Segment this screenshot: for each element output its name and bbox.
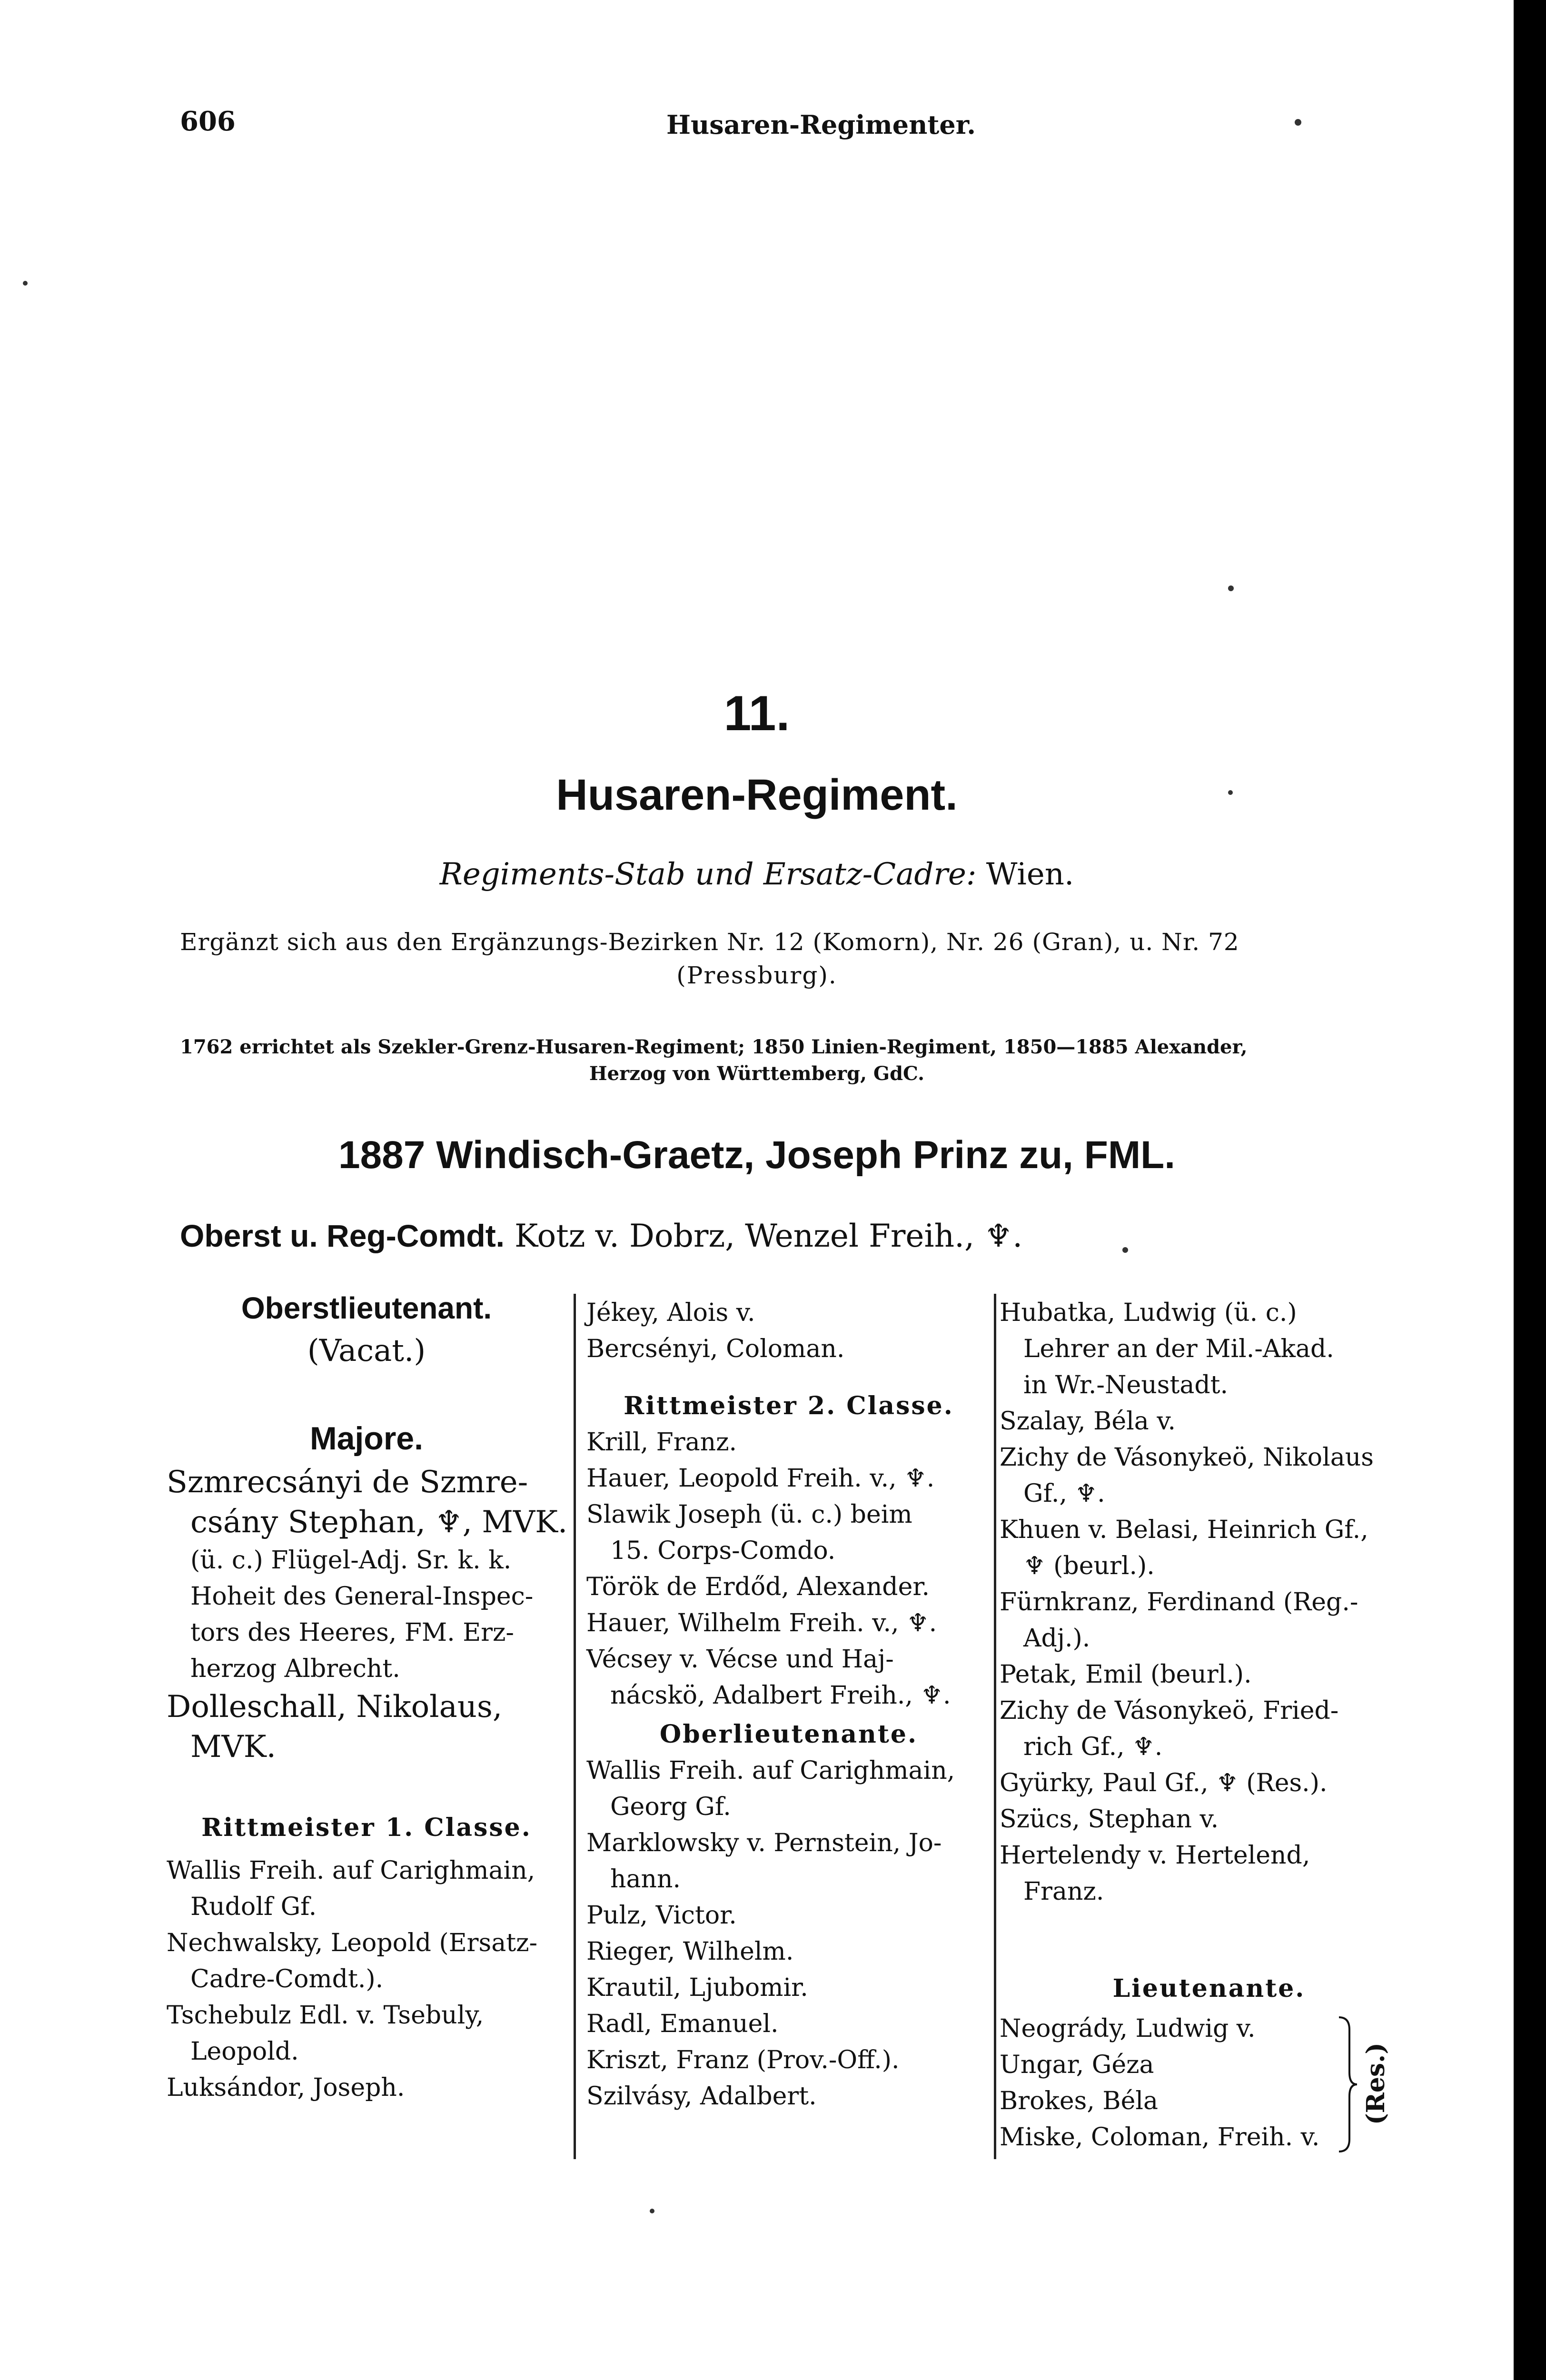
rittmeister-1-heading: Rittmeister 1. Classe. — [201, 1813, 532, 1842]
list-item: Krill, Franz. — [586, 1428, 737, 1457]
list-item: in Wr.-Neustadt. — [1023, 1371, 1229, 1399]
running-title: Husaren-Regimenter. — [666, 109, 976, 140]
list-item: Adj.). — [1023, 1624, 1090, 1653]
column-3-list — [1000, 1295, 1418, 1910]
list-item: nácskö, Adalbert Freih., ♆. — [610, 1681, 951, 1710]
list-item: Franz. — [1023, 1877, 1104, 1906]
inhaber: 1887 Windisch-Graetz, Joseph Prinz zu, FML. — [338, 1133, 1176, 1177]
scan-speck — [1122, 1247, 1128, 1253]
scan-speck — [650, 2209, 654, 2213]
regiment-number: 11. — [723, 686, 790, 741]
oberstlieutenant-value: (Vacat.) — [307, 1333, 426, 1368]
scan-speck — [23, 281, 28, 286]
list-item: Neogrády, Ludwig v. — [1000, 2014, 1256, 2043]
lieutenante-list — [1000, 2011, 1418, 2155]
column-3 — [1000, 1295, 1418, 2155]
list-item: ♆ (beurl.). — [1023, 1552, 1155, 1580]
page-number: 606 — [180, 106, 236, 137]
list-item: Cadre-Comdt.). — [190, 1965, 384, 1993]
list-item: Hertelendy v. Hertelend, — [1000, 1841, 1310, 1870]
oberlieutenante-heading: Oberlieutenante. — [659, 1720, 918, 1749]
rittmeister-1-list — [167, 1853, 566, 2106]
list-item: herzog Albrecht. — [190, 1655, 400, 1683]
rittmeister-2-heading: Rittmeister 2. Classe. — [624, 1391, 954, 1420]
list-item: Luksándor, Joseph. — [167, 2073, 405, 2102]
list-item: Krautil, Ljubomir. — [586, 1973, 808, 2002]
staff-line — [0, 857, 1514, 892]
list-item: MVK. — [190, 1729, 276, 1765]
list-item: Hoheit des General-Inspec- — [190, 1582, 534, 1611]
list-item: rich Gf., ♆. — [1023, 1733, 1163, 1761]
list-item: Wallis Freih. auf Carighmain, — [167, 1856, 535, 1885]
column-1 — [167, 1285, 566, 2106]
list-item: Kriszt, Franz (Prov.-Off.). — [586, 2046, 900, 2074]
list-item: 15. Corps-Comdo. — [610, 1537, 836, 1565]
majore-list — [167, 1462, 566, 1767]
column-2 — [586, 1295, 991, 2114]
scan-speck — [1228, 585, 1234, 591]
staff-location: Wien. — [986, 857, 1074, 892]
recruitment-line-2: (Pressburg). — [676, 962, 837, 989]
history-line-1: 1762 errichtet als Szekler-Grenz-Husaren-Regiment; 1850 Linien-Regiment, 1850—1885 Alexander, — [180, 1036, 1248, 1058]
oberstlieutenant-heading: Oberstlieutenant. — [241, 1291, 492, 1325]
scan-speck — [1295, 119, 1301, 126]
rittmeister-2-list — [586, 1424, 991, 1714]
list-item: Szilvásy, Adalbert. — [586, 2082, 817, 2111]
column-rule-right — [994, 1294, 996, 2159]
history-line-2: Herzog von Württemberg, GdC. — [589, 1062, 925, 1085]
list-item: Pulz, Victor. — [586, 1901, 737, 1930]
list-item: Miske, Coloman, Freih. v. — [1000, 2123, 1320, 2152]
list-item: Hubatka, Ludwig (ü. c.) — [1000, 1299, 1297, 1327]
list-item: Wallis Freih. auf Carighmain, — [586, 1756, 955, 1785]
oberlieutenante-list — [586, 1753, 991, 2114]
list-item: Rudolf Gf. — [190, 1893, 317, 1921]
list-item: Dolleschall, Nikolaus, — [167, 1689, 503, 1725]
list-item: Gf., ♆. — [1023, 1479, 1105, 1508]
list-item: (ü. c.) Flügel-Adj. Sr. k. k. — [190, 1546, 512, 1575]
list-item: Vécsey v. Vécse und Haj- — [586, 1645, 894, 1674]
oberst-label: Oberst u. Reg-Comdt. — [180, 1218, 505, 1253]
list-item: Tschebulz Edl. v. Tsebuly, — [167, 2001, 484, 2030]
list-item: Marklowsky v. Pernstein, Jo- — [586, 1829, 942, 1857]
list-item: Khuen v. Belasi, Heinrich Gf., — [1000, 1516, 1368, 1544]
column-rule-left — [574, 1294, 576, 2159]
list-item: Leopold. — [190, 2037, 299, 2066]
majore-heading: Majore. — [309, 1420, 424, 1457]
list-item: Lehrer an der Mil.-Akad. — [1023, 1335, 1334, 1363]
list-item: Hauer, Leopold Freih. v., ♆. — [586, 1464, 935, 1493]
list-item: Brokes, Béla — [1000, 2087, 1159, 2115]
list-item: Hauer, Wilhelm Freih. v., ♆. — [586, 1609, 937, 1637]
regiment-title: Husaren-Regiment. — [556, 771, 958, 819]
list-item: Fürnkranz, Ferdinand (Reg.- — [1000, 1588, 1358, 1616]
list-item: csány Stephan, ♆, MVK. — [190, 1505, 568, 1540]
list-item: Nechwalsky, Leopold (Ersatz- — [167, 1929, 538, 1957]
list-item: hann. — [610, 1865, 681, 1894]
reserve-brace — [1335, 2015, 1359, 2153]
list-item: Szücs, Stephan v. — [1000, 1805, 1219, 1834]
reserve-label: (Res.) — [1361, 2043, 1390, 2125]
oberst-line — [180, 1218, 1022, 1254]
list-item: Ungar, Géza — [1000, 2051, 1154, 2079]
list-item: Petak, Emil (beurl.). — [1000, 1660, 1252, 1689]
recruitment-line-1: Ergänzt sich aus den Ergänzungs-Bezirken Nr. 12 (Komorn), Nr. 26 (Gran), u. Nr. 72 — [180, 928, 1239, 956]
list-item: Szmrecsányi de Szmre- — [167, 1465, 528, 1500]
list-item: Szalay, Béla v. — [1000, 1407, 1176, 1436]
staff-label: Regiments-Stab und Ersatz-Cadre: — [439, 857, 977, 892]
lieutenante-heading: Lieutenante. — [1112, 1974, 1306, 2003]
list-item: Bercsényi, Coloman. — [586, 1335, 845, 1363]
list-item: Radl, Emanuel. — [586, 2010, 779, 2038]
scan-speck — [1228, 790, 1233, 795]
list-item: Rieger, Wilhelm. — [586, 1937, 794, 1966]
oberst-name: Kotz v. Dobrz, Wenzel Freih., ♆. — [515, 1218, 1023, 1254]
list-item: tors des Heeres, FM. Erz- — [190, 1618, 514, 1647]
list-item: Török de Erdőd, Alexander. — [586, 1573, 930, 1601]
list-item: Zichy de Vásonykeö, Fried- — [1000, 1696, 1339, 1725]
list-item: Georg Gf. — [610, 1793, 731, 1821]
list-item: Slawik Joseph (ü. c.) beim — [586, 1500, 912, 1529]
list-item: Jékey, Alois v. — [586, 1299, 755, 1327]
list-item: Gyürky, Paul Gf., ♆ (Res.). — [1000, 1769, 1328, 1797]
list-item: Zichy de Vásonykeö, Nikolaus — [1000, 1443, 1374, 1472]
